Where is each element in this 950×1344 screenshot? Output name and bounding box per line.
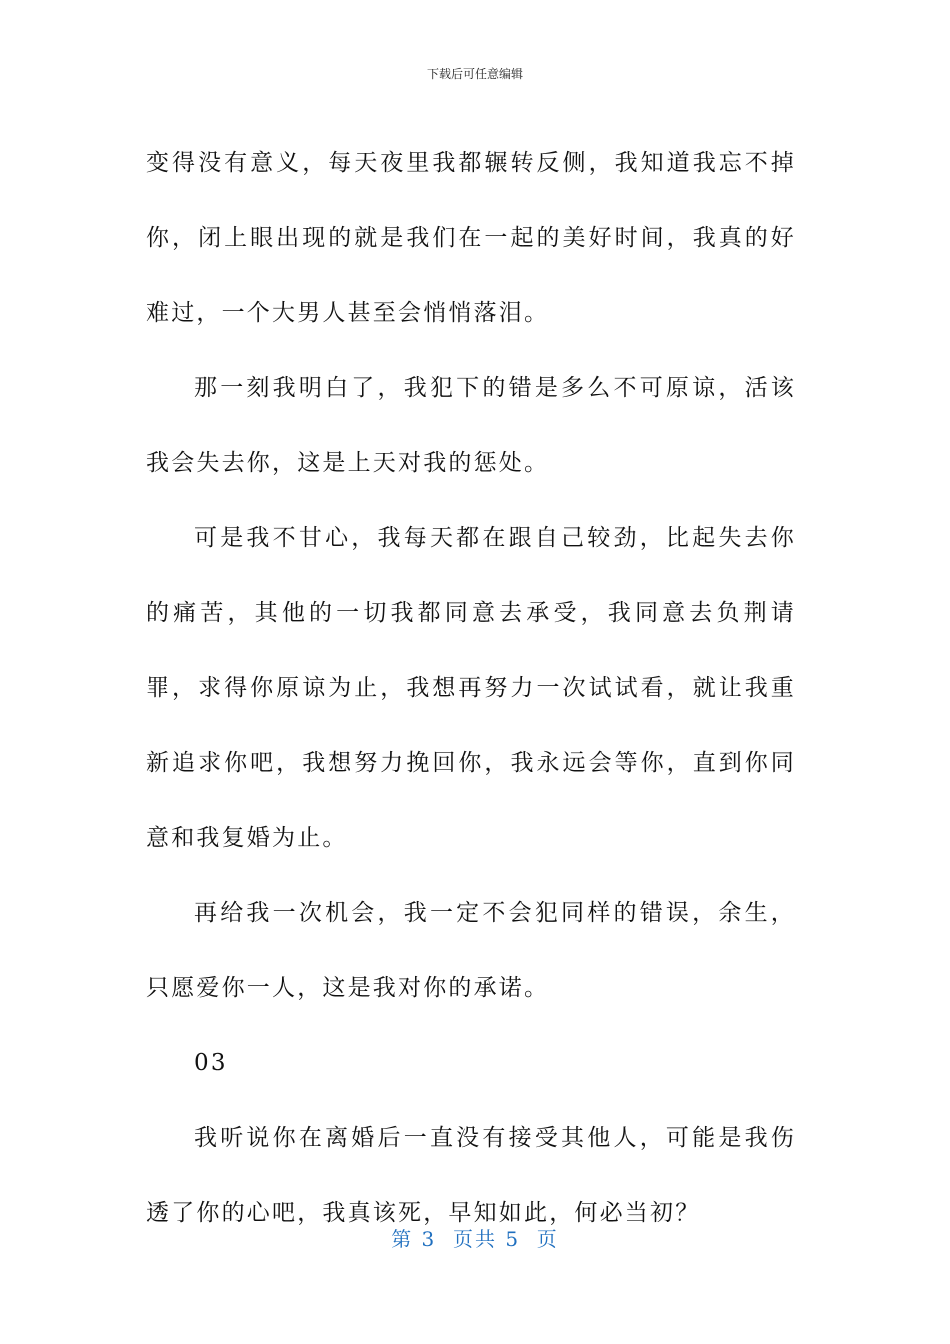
- paragraph: 可是我不甘心，我每天都在跟自己较劲，比起失去你的痛苦，其他的一切我都同意去承受，我同意去负荆请罪，求得你原谅为止，我想再努力一次试试看，就让我重新追求你吧，我想努力挽回你，我永远会等你，直到你同意和我复婚为止。: [146, 525, 796, 851]
- section-number: 03: [194, 1050, 228, 1076]
- page-header: 下载后可任意编辑: [426, 67, 523, 81]
- paragraph: 那一刻我明白了，我犯下的错是多么不可原谅，活该我会失去你，这是上天对我的惩处。: [146, 375, 796, 476]
- paragraph: 再给我一次机会，我一定不会犯同样的错误，余生，只愿爱你一人，这是我对你的承诺。: [146, 900, 796, 1001]
- page-number-footer: 第 3 页共 5 页: [391, 1227, 559, 1251]
- paragraph: 变得没有意义，每天夜里我都辗转反侧，我知道我忘不掉你，闭上眼出现的就是我们在一起的美好时间，我真的好难过，一个大男人甚至会悄悄落泪。: [146, 150, 796, 326]
- document-body: [146, 126, 796, 1251]
- paragraph: 我听说你在离婚后一直没有接受其他人，可能是我伤透了你的心吧，我真该死，早知如此，何必当初？: [146, 1125, 796, 1226]
